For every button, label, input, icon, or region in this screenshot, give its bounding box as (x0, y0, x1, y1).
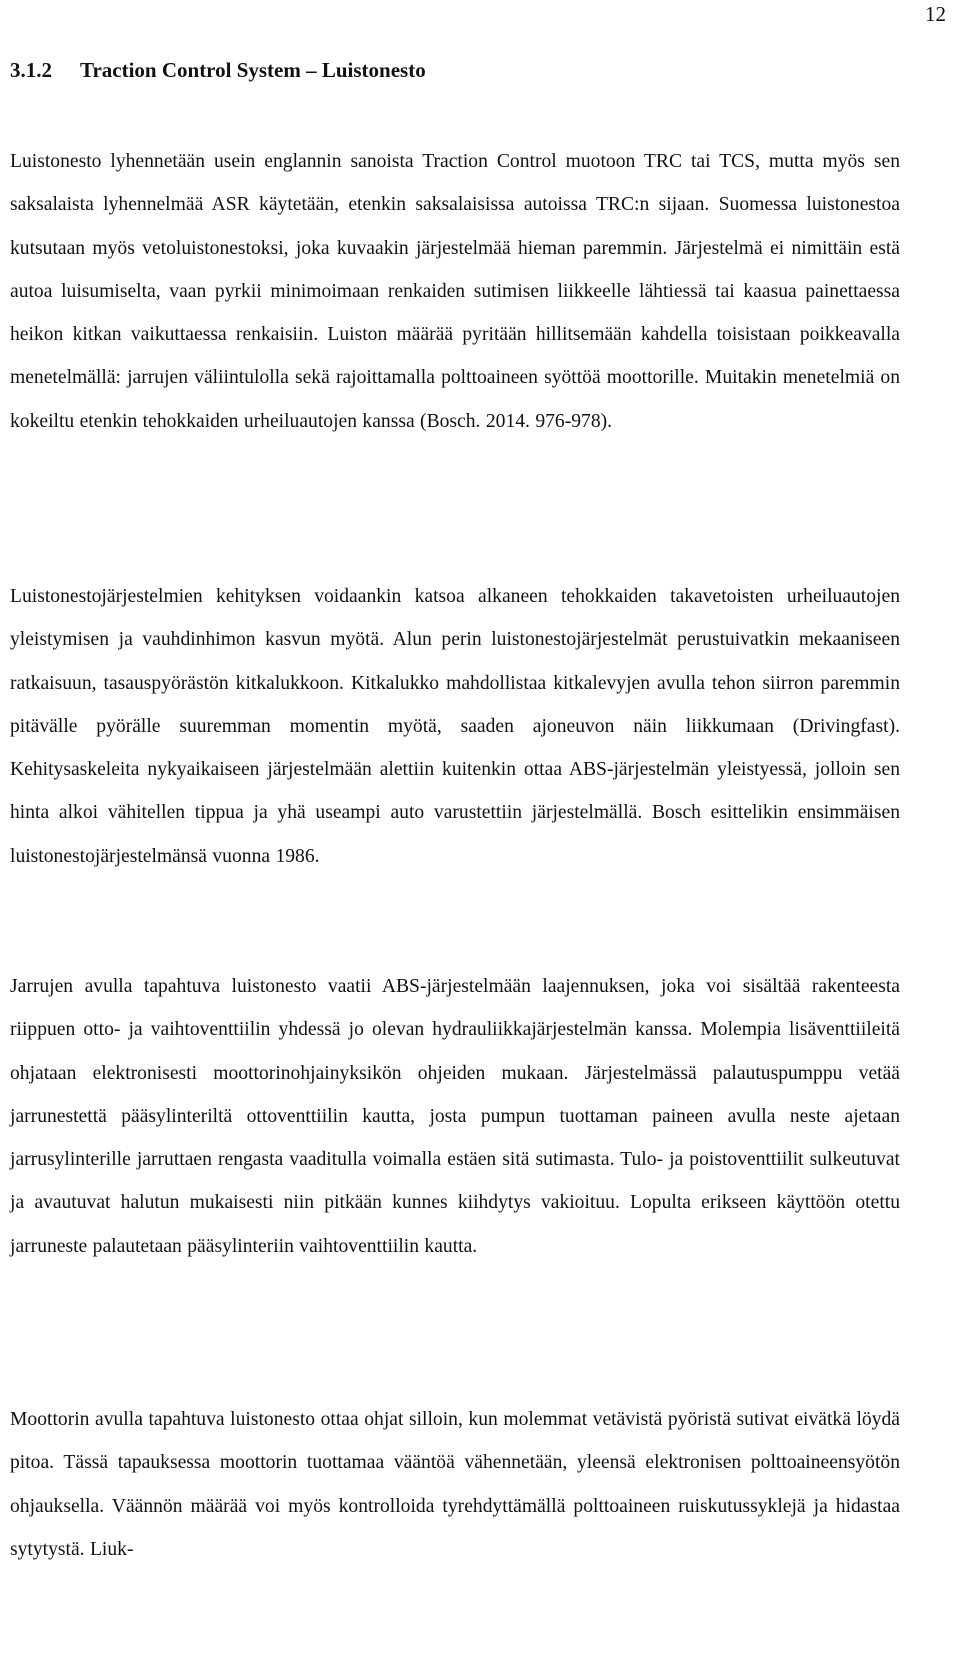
page-number: 12 (925, 2, 946, 26)
paragraph-2: Luistonestojärjestelmien kehityksen voidaankin katsoa alkaneen tehokkaiden takavetoisten urheiluautojen yleistymisen ja vauhdinhimon kasvun myötä. Alun perin luistonestojärjestelmät perustuivatkin mekaaniseen ratkaisuun, tasauspyörästön kitkalukkoon. Kitkalukko mahdollistaa kitkalevyjen avulla tehon siirron paremmin pitävälle pyörälle suuremman momentin myötä, saaden ajoneuvon näin liikkumaan (Drivingfast). Kehitysaskeleita nykyaikaiseen järjestelmään alettiin kuitenkin ottaa ABS-järjestelmän yleistyessä, jolloin sen hinta alkoi vähitellen tippua ja yhä useampi auto varustettiin järjestelmällä. Bosch esittelikin ensimmäisen luistonestojärjestelmänsä vuonna 1986. (10, 586, 900, 867)
section-heading (10, 58, 426, 83)
paragraph-1: Luistonesto lyhennetään usein englannin sanoista Traction Control muotoon TRC tai TCS, mutta myös sen saksalaista lyhennelmää ASR käytetään, etenkin saksalaisissa autoissa TRC:n sijaan. Suomessa luistonestoa kutsutaan myös vetoluistonestoksi, joka kuvaakin järjestelmää hieman paremmin. Järjestelmä ei nimittäin estä autoa luisumiselta, vaan pyrkii minimoimaan renkaiden sutimisen liikkeelle lähtiessä tai kaasua painettaessa heikon kitkan vaikuttaessa renkaisiin. Luiston määrää pyritään hillitsemään kahdella toisistaan poikkeavalla menetelmällä: jarrujen väliintulolla sekä rajoittamalla polttoaineen syöttöä moottorille. Muitakin menetelmiä on kokeiltu etenkin tehokkaiden urheiluautojen kanssa (Bosch. 2014. 976-978). (10, 151, 900, 432)
section-title: Traction Control System – Luistonesto (80, 58, 426, 82)
paragraph-4: Moottorin avulla tapahtuva luistonesto ottaa ohjat silloin, kun molemmat vetävistä pyöristä sutivat eivätkä löydä pitoa. Tässä tapauksessa moottorin tuottamaa vääntöä vähennetään, yleensä elektronisen polttoaineensyötön ohjauksella. Väännön määrää voi myös kontrolloida tyrehdyttämällä polttoaineen ruiskutussyklejä ja hidastaa sytytystä. Liuk- (10, 1409, 900, 1560)
paragraph-3: Jarrujen avulla tapahtuva luistonesto vaatii ABS-järjestelmään laajennuksen, joka voi sisältää rakenteesta riippuen otto- ja vaihtoventtiilin yhdessä jo olevan hydrauliikkajärjestelmän kanssa. Molempia lisäventtiileitä ohjataan elektronisesti moottorinohjainyksikön ohjeiden mukaan. Järjestelmässä palautuspumppu vetää jarrunestettä pääsylinteriltä ottoventtiilin kautta, josta pumpun tuottaman paineen avulla neste ajetaan jarrusylinterille jarruttaen rengasta vaaditulla voimalla estäen sitä sutimasta. Tulo- ja poistoventtiilit sulkeutuvat ja avautuvat halutun mukaisesti niin pitkään kunnes kiihdytys vakioituu. Lopulta erikseen käyttöön otettu jarruneste palautetaan pääsylinteriin vaihtoventtiilin kautta. (10, 976, 900, 1257)
section-number: 3.1.2 (10, 58, 52, 82)
